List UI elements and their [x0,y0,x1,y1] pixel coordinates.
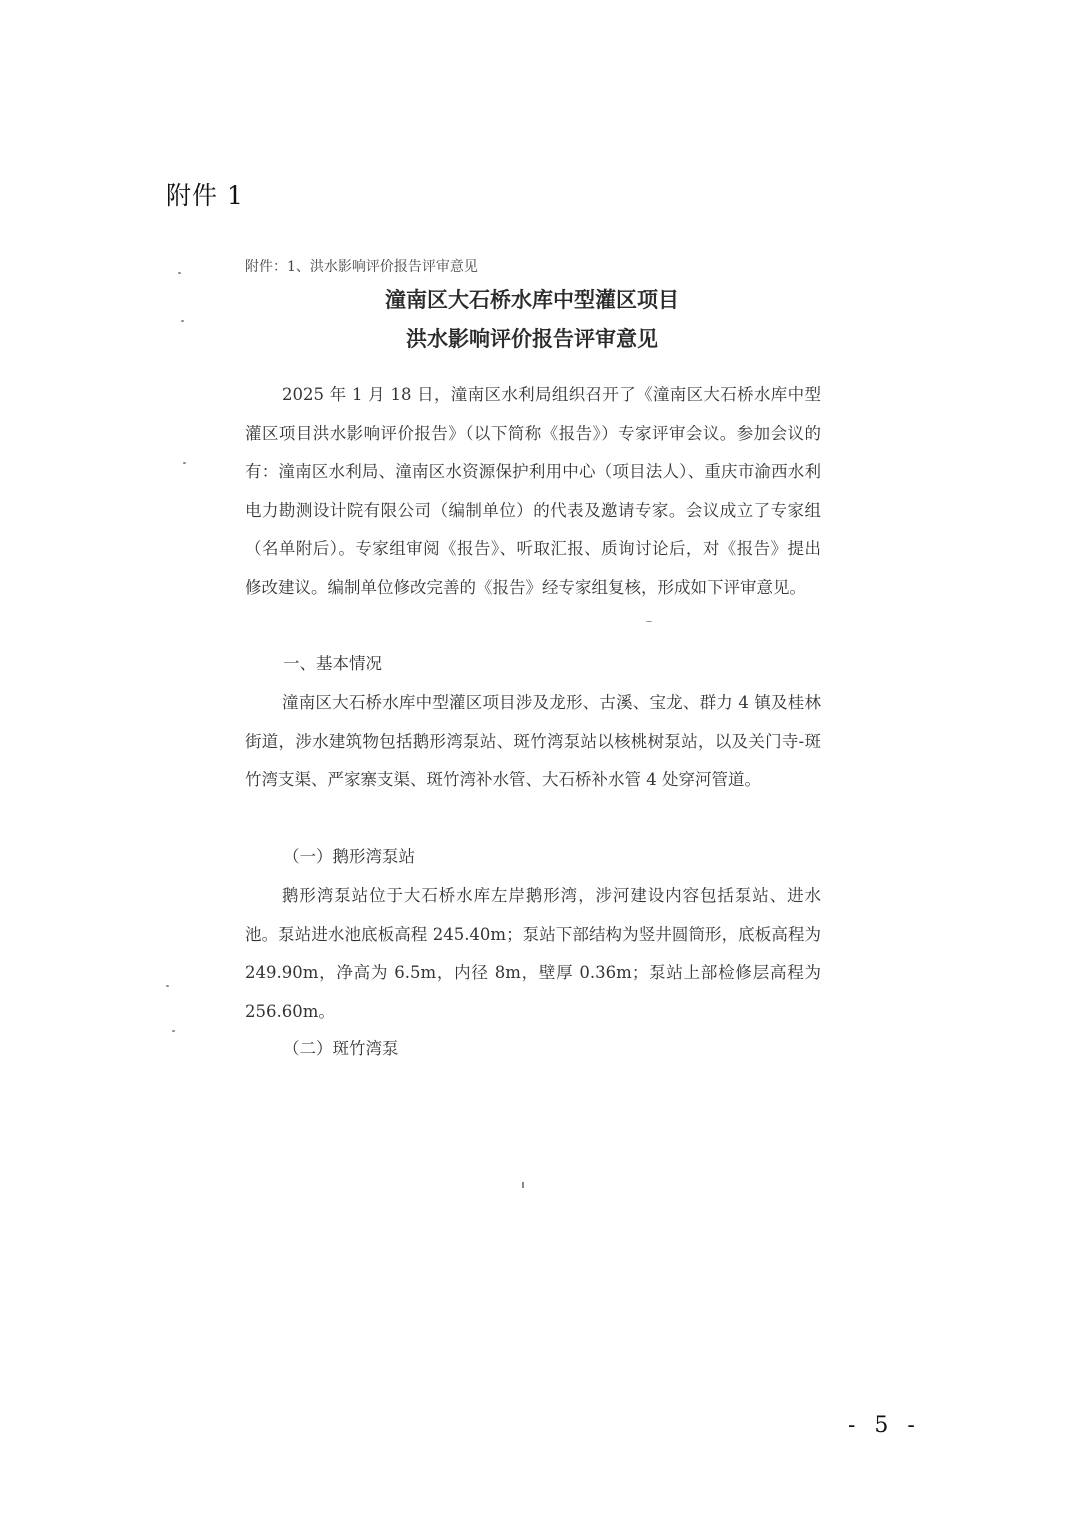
scan-speck [646,621,652,622]
section-heading-basic-info: 一、基本情况 [283,654,382,673]
document-title-line-2: 洪水影响评价报告评审意见 [406,326,658,351]
scan-speck [183,462,186,464]
paragraph-meeting-summary: 2025 年 1 月 18 日，潼南区水利局组织召开了《潼南区大石桥水库中型灌区项目洪水影响评价报告》（以下简称《报告》）专家评审会议。参加会议的有：潼南区水利局、潼南区水资源保护利用中心（项目法人）、重庆市渝西水利电力勘测设计院有限公司（编制单位）的代表及邀请专家。会议成立了专家组（名单附后）。专家组审阅《报告》、听取汇报、质询讨论后，对《报告》提出修改建议。编制单位修改完善的《报告》经专家组复核，形成如下评审意见。 [245,385,821,597]
scan-speck [181,320,184,322]
page-number: - 5 - [848,1413,921,1438]
scan-speck [172,1030,175,1032]
document-title-line-1: 潼南区大石桥水库中型灌区项目 [385,287,679,312]
subsection-heading-banzhuwan: （二）斑竹湾泵 [283,1039,399,1058]
attachment-label: 附件 1 [166,181,244,210]
scan-speck [178,272,181,274]
paragraph-exingwan-details: 鹅形湾泵站位于大石桥水库左岸鹅形湾，涉河建设内容包括泵站、进水池。泵站进水池底板高程 245.40m；泵站下部结构为竖井圆筒形，底板高程为 249.90m，净高为 6.5m，内径 8m，壁厚 0.36m；泵站上部检修层高程为 256.60m。 [245,886,821,1021]
subsection-heading-exingwan: （一）鹅形湾泵站 [283,847,415,866]
attachment-caption: 附件：1、洪水影响评价报告评审意见 [245,259,478,275]
scan-speck [166,985,169,987]
paragraph-project-overview: 潼南区大石桥水库中型灌区项目涉及龙形、古溪、宝龙、群力 4 镇及桂林街道，涉水建筑物包括鹅形湾泵站、斑竹湾泵站以核桃树泵站，以及关门寺-斑竹湾支渠、严家寨支渠、斑竹湾补水管、大石桥补水管 4 处穿河管道。 [245,693,821,790]
scan-speck [522,1182,524,1188]
